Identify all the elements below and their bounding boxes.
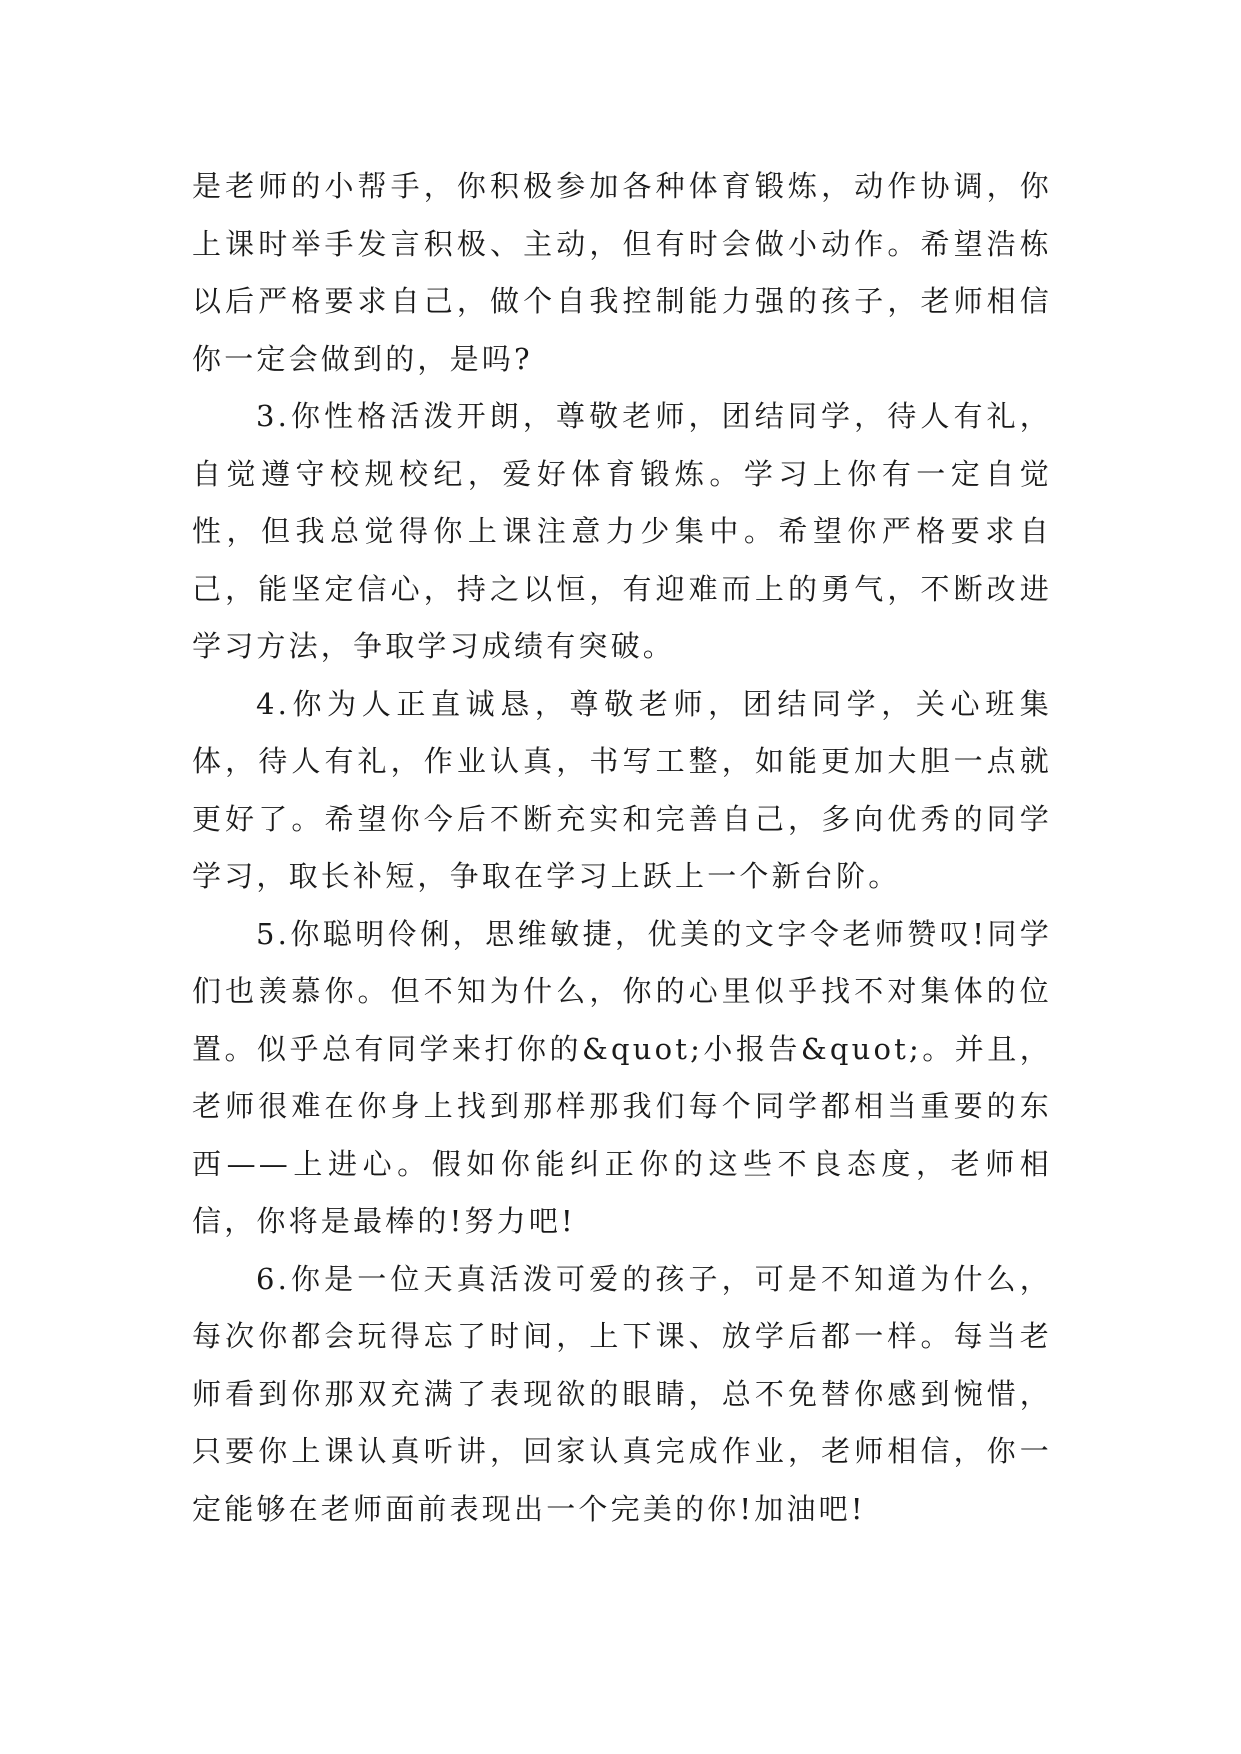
paragraph-continuation: 是老师的小帮手，你积极参加各种体育锻炼，动作协调，你上课时举手发言积极、主动，但有时会做小动作。希望浩栋以后严格要求自己，做个自我控制能力强的孩子，老师相信你一定会做到的，是吗? — [192, 169, 1052, 376]
paragraph-item-4: 4.你为人正直诚恳，尊敬老师，团结同学，关心班集体，待人有礼，作业认真，书写工整，如能更加大胆一点就更好了。希望你今后不断充实和完善自己，多向优秀的同学学习，取长补短，争取在学习上跃上一个新台阶。 — [192, 686, 1052, 893]
paragraph-item-6: 6.你是一位天真活泼可爱的孩子，可是不知道为什么，每次你都会玩得忘了时间，上下课、放学后都一样。每当老师看到你那双充满了表现欲的眼睛，总不免替你感到惋惜，只要你上课认真听讲，回家认真完成作业，老师相信，你一定能够在老师面前表现出一个完美的你!加油吧! — [192, 1261, 1052, 1526]
paragraph-item-5: 5.你聪明伶俐，思维敏捷，优美的文字令老师赞叹!同学们也羡慕你。但不知为什么，你的心里似乎找不对集体的位置。似乎总有同学来打你的&quot;小报告&quot;。并且，老师很难在你身上找到那样那我们每个同学都相当重要的东西——上进心。假如你能纠正你的这些不良态度，老师相信，你将是最棒的!努力吧! — [192, 916, 1052, 1238]
document-page — [192, 158, 1052, 1538]
paragraph-item-3: 3.你性格活泼开朗，尊敬老师，团结同学，待人有礼，自觉遵守校规校纪，爱好体育锻炼。学习上你有一定自觉性，但我总觉得你上课注意力少集中。希望你严格要求自己，能坚定信心，持之以恒，有迎难而上的勇气，不断改进学习方法，争取学习成绩有突破。 — [192, 399, 1052, 663]
